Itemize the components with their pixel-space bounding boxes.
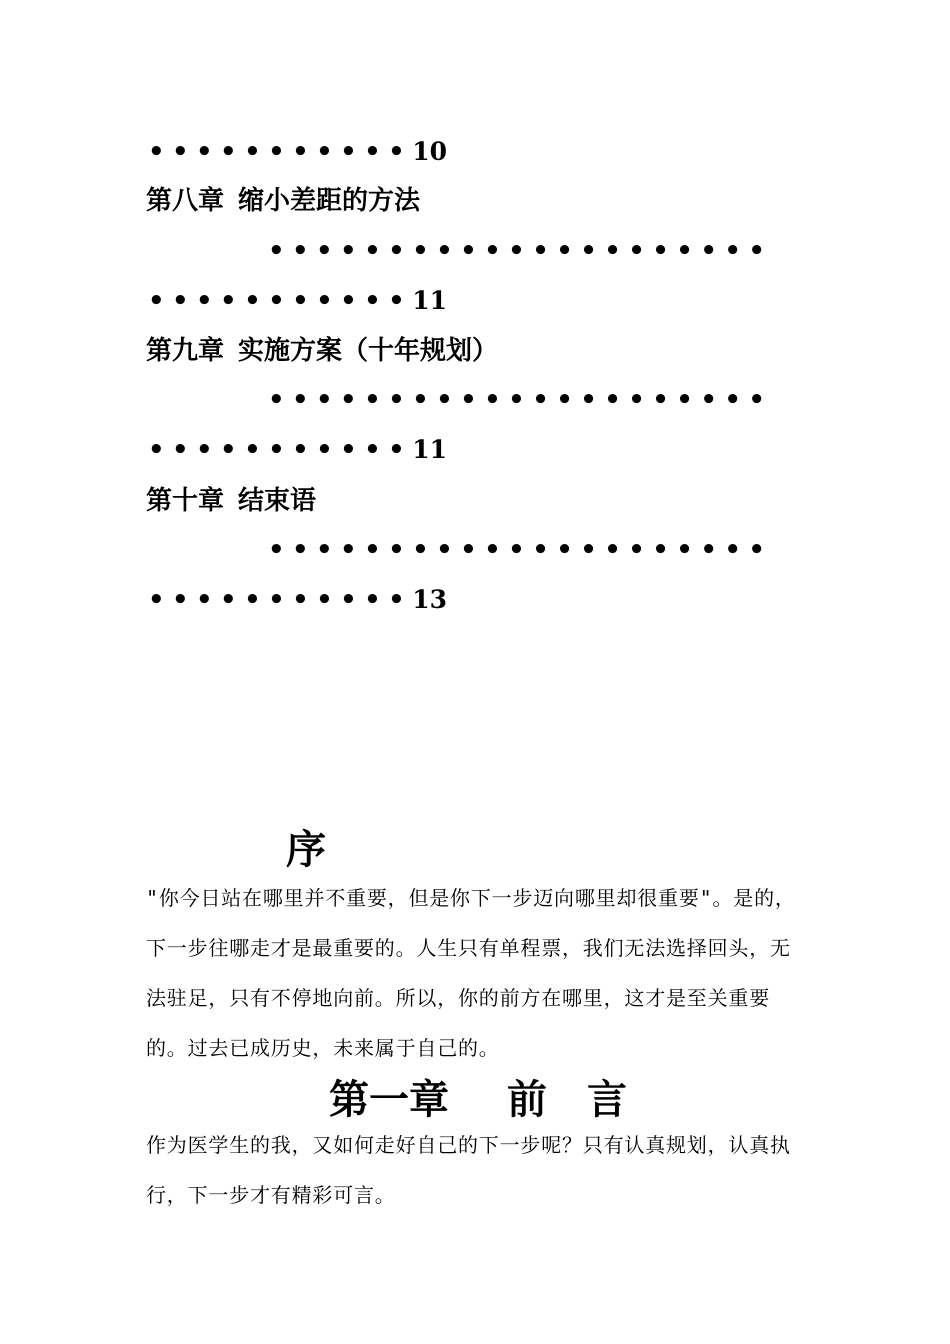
toc-leader-dots: ••••••••••• [148, 585, 413, 615]
toc-chapter-number: 第九章 [146, 336, 225, 366]
toc-leader-full [268, 535, 808, 565]
chapter-1-label: 第一章 [329, 1077, 449, 1123]
toc-entry-chapter-9[interactable] [146, 334, 498, 368]
toc-leader-dots: ••••••••••••••••••••• [268, 535, 773, 565]
toc-chapter-title: 结束语 [238, 486, 317, 516]
toc-leader-full [268, 385, 808, 415]
toc-leader-full [268, 236, 808, 266]
toc-chapter-title: 缩小差距的方法 [238, 186, 421, 216]
toc-leader-dots: ••••••••••• [148, 286, 413, 316]
preface-heading: 序 [286, 827, 326, 873]
preface-paragraph: "你今日站在哪里并不重要，但是你下一步迈向哪里却很重要"。是的，下一步往哪走才是最重要的。人生只有单程票，我们无法选择回头，无法驻足，只有不停地向前。所以，你的前方在哪里，这才是至关重要的。过去已成历史，未来属于自己的。 [146, 886, 796, 1060]
toc-page-number: 11 [412, 435, 447, 464]
toc-leader-dots: ••••••••••• [148, 137, 413, 167]
toc-leader-dots: ••••••••••••••••••••• [268, 236, 773, 266]
toc-page-number: 11 [412, 286, 447, 315]
toc-chapter-title: 实施方案（十年规划） [238, 336, 499, 366]
chapter-1-paragraph: 作为医学生的我，又如何走好自己的下一步呢？只有认真规划，认真执行，下一步才有精彩可言。 [146, 1133, 791, 1207]
toc-entry-chapter-10[interactable] [146, 484, 316, 518]
toc-page-number: 13 [412, 585, 447, 614]
toc-entry-chapter-8[interactable] [146, 184, 420, 218]
toc-leader-tail [148, 137, 478, 167]
chapter-1-title-char: 前 [507, 1077, 547, 1123]
toc-leader-tail [148, 435, 478, 465]
toc-page-number: 10 [412, 137, 447, 166]
toc-leader-tail [148, 585, 478, 615]
toc-chapter-number: 第十章 [146, 486, 225, 516]
toc-leader-dots: ••••••••••• [148, 435, 413, 465]
chapter-1-title-char: 言 [587, 1077, 627, 1123]
toc-leader-tail [148, 286, 478, 316]
toc-chapter-number: 第八章 [146, 186, 225, 216]
toc-leader-dots: ••••••••••••••••••••• [268, 385, 773, 415]
